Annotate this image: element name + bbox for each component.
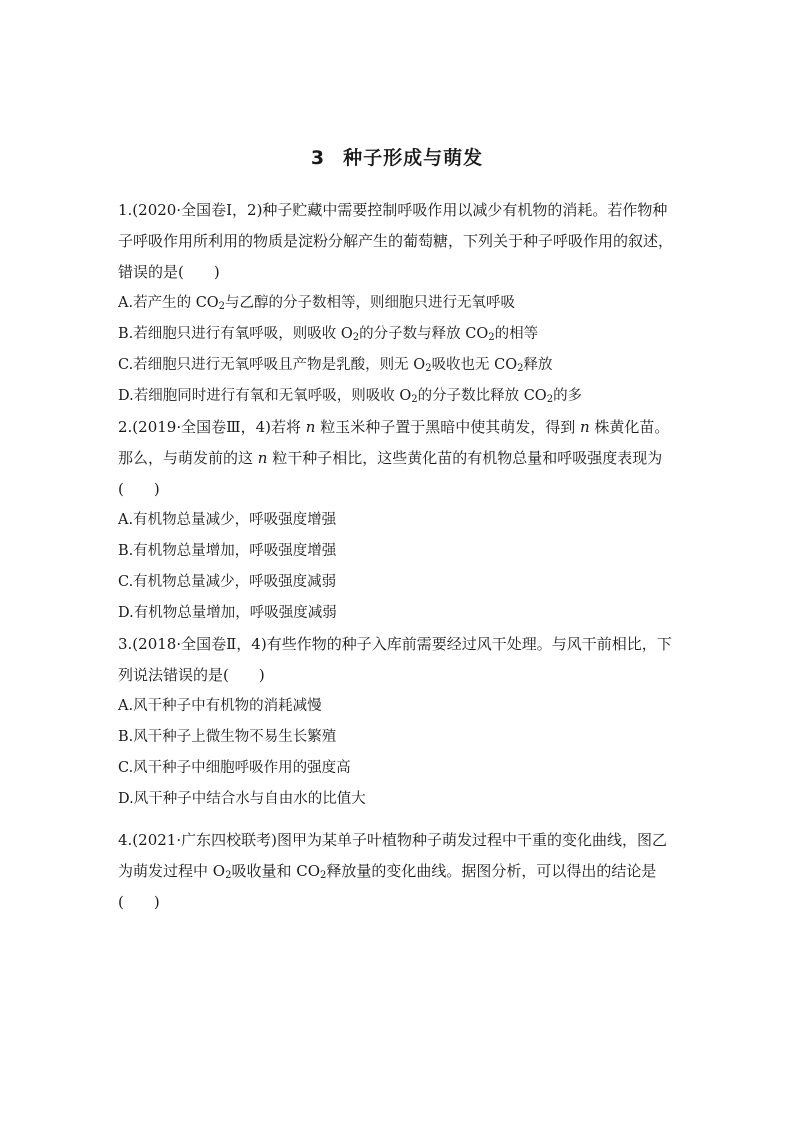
- question-2: [118, 412, 680, 629]
- question-stem: 1.(2020·全国卷Ⅰ，2)种子贮藏中需要控制呼吸作用以减少有机物的消耗。若作物种子呼吸作用所利用的物质是淀粉分解产生的葡萄糖，下列关于种子呼吸作用的叙述，错误的是( ): [118, 201, 674, 281]
- option-b: B.风干种子上微生物不易生长繁殖: [118, 729, 337, 745]
- option-b: B.若细胞只进行有氧呼吸，则吸收 $O_2$的分子数与释放 $CO_2$的相等: [118, 326, 539, 343]
- option-c: C.若细胞只进行无氧呼吸且产物是乳酸，则无 $O_2$吸收也无 $CO_2$释放: [118, 357, 553, 374]
- option-d: D.若细胞同时进行有氧和无氧呼吸，则吸收 $O_2$的分子数比释放 $CO_2$的多: [118, 388, 583, 405]
- option-d: D.有机物总量增加，呼吸强度减弱: [118, 605, 337, 621]
- question-4: [118, 825, 680, 918]
- question-stem: 3.(2018·全国卷Ⅱ，4)有些作物的种子入库前需要经过风干处理。与风干前相比，下列说法错误的是( ): [118, 635, 672, 684]
- option-a: A.有机物总量减少，呼吸强度增强: [118, 512, 337, 528]
- option-c: C.风干种子中细胞呼吸作用的强度高: [118, 760, 351, 776]
- option-b: B.有机物总量增加，呼吸强度增强: [118, 543, 337, 559]
- option-d: D.风干种子中结合水与自由水的比值大: [118, 791, 366, 807]
- option-c: C.有机物总量减少，呼吸强度减弱: [118, 574, 337, 590]
- page-title: [0, 143, 794, 170]
- question-list: [118, 195, 680, 918]
- spacer: [118, 815, 680, 825]
- question-stem: 4.(2021·广东四校联考)图甲为某单子叶植物种子萌发过程中干重的变化曲线，图乙为萌发过程中 $O_2$吸收量和 $CO_2$释放量的变化曲线。据图分析，可以得出的结论是( ): [118, 831, 667, 911]
- question-3: [118, 629, 680, 815]
- question-stem: 2.(2019·全国卷Ⅲ，4)若将 n 粒玉米种子置于黑暗中使其萌发，得到 n 株黄化苗。那么，与萌发前的这 n 粒干种子相比，这些黄化苗的有机物总量和呼吸强度表现为( ): [118, 418, 670, 498]
- question-1: [118, 195, 680, 412]
- section-title: 种子形成与萌发: [343, 147, 484, 169]
- section-number: 3: [310, 147, 326, 169]
- option-a: A.风干种子中有机物的消耗减慢: [118, 698, 322, 714]
- option-a: A.若产生的 $CO_2$与乙醇的分子数相等，则细胞只进行无氧呼吸: [118, 295, 516, 312]
